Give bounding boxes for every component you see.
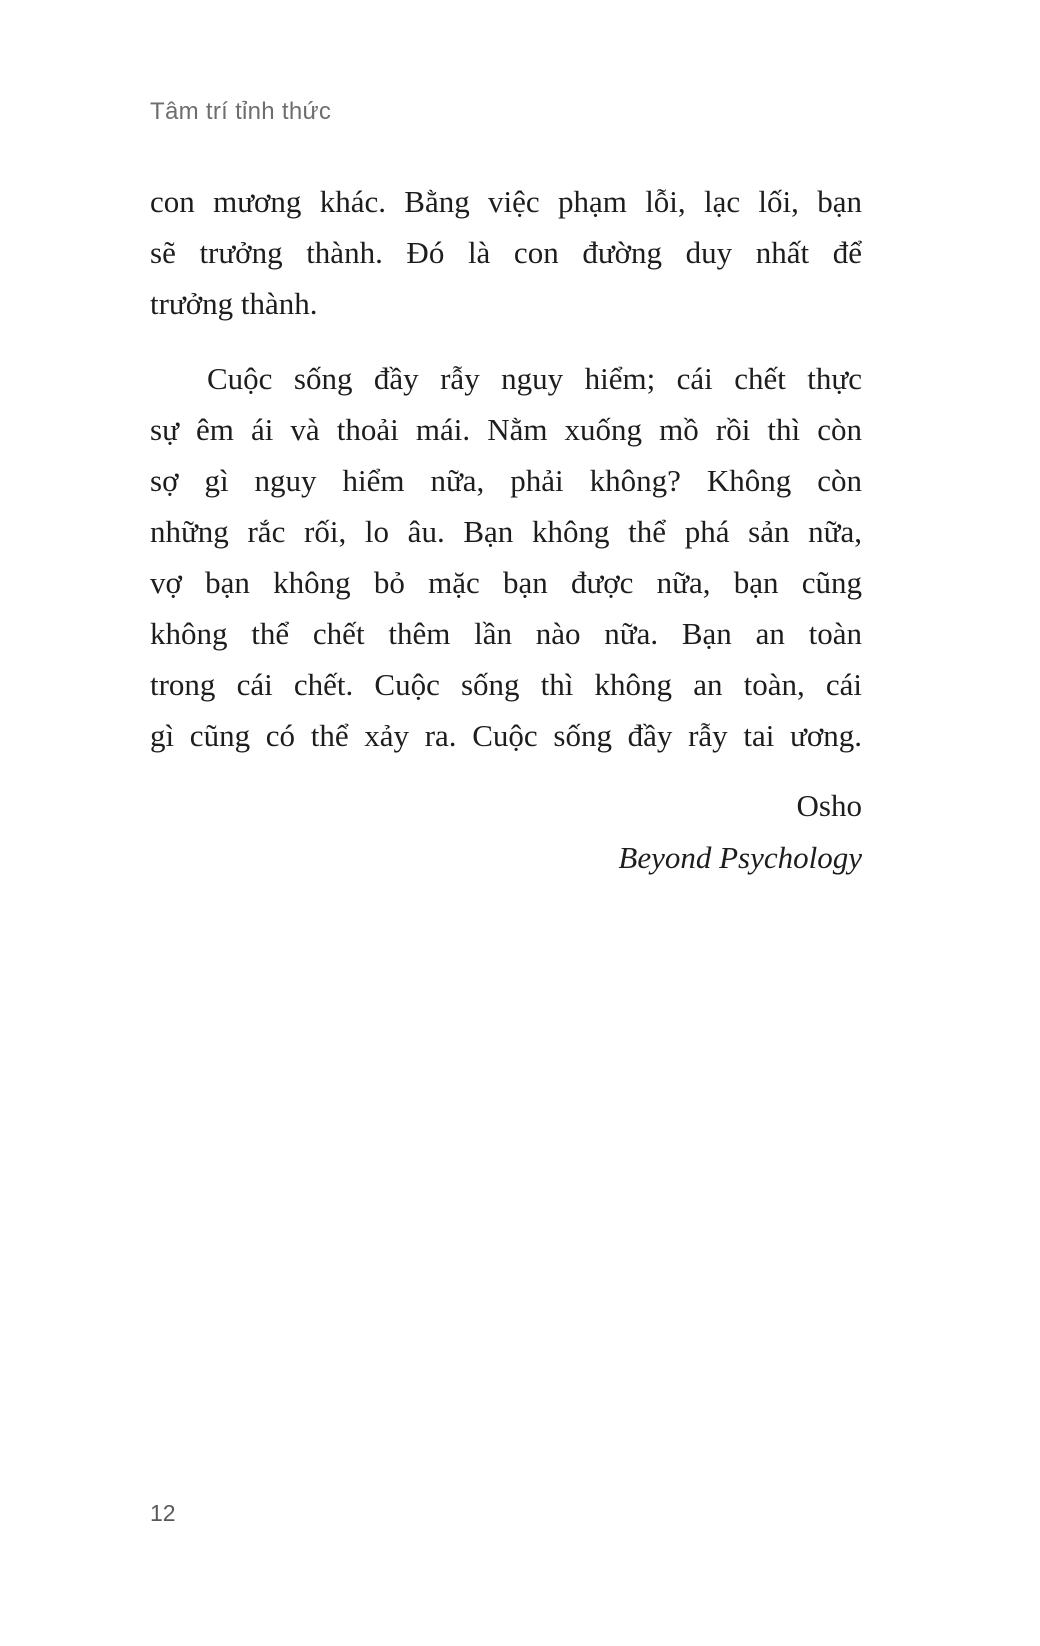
paragraph [150, 353, 862, 761]
text-line: sợ gì nguy hiểm nữa, phải không? Không còn [150, 463, 862, 498]
body-text [150, 176, 862, 761]
text-line: Cuộc sống đầy rẫy nguy hiểm; cái chết thực [207, 361, 862, 396]
text-line: những rắc rối, lo âu. Bạn không thể phá sản nữa, [150, 514, 862, 549]
attribution-source: Beyond Psychology [618, 840, 862, 875]
text-line: không thể chết thêm lần nào nữa. Bạn an toàn [150, 616, 862, 651]
text-line: con mương khác. Bằng việc phạm lỗi, lạc lối, bạn [150, 184, 862, 219]
running-header: Tâm trí tỉnh thức [150, 98, 332, 125]
page-number: 12 [150, 1500, 176, 1526]
text-line: trong cái chết. Cuộc sống thì không an toàn, cái [150, 667, 862, 702]
text-line: trưởng thành. [150, 286, 318, 321]
attribution [150, 780, 862, 884]
attribution-author: Osho [796, 788, 862, 823]
text-line: sự êm ái và thoải mái. Nằm xuống mồ rồi thì còn [150, 412, 862, 447]
text-line: vợ bạn không bỏ mặc bạn được nữa, bạn cũng [150, 565, 862, 600]
text-line: gì cũng có thể xảy ra. Cuộc sống đầy rẫy tai ương. [150, 718, 862, 753]
paragraph [150, 176, 862, 329]
text-line: sẽ trưởng thành. Đó là con đường duy nhất để [150, 235, 862, 270]
